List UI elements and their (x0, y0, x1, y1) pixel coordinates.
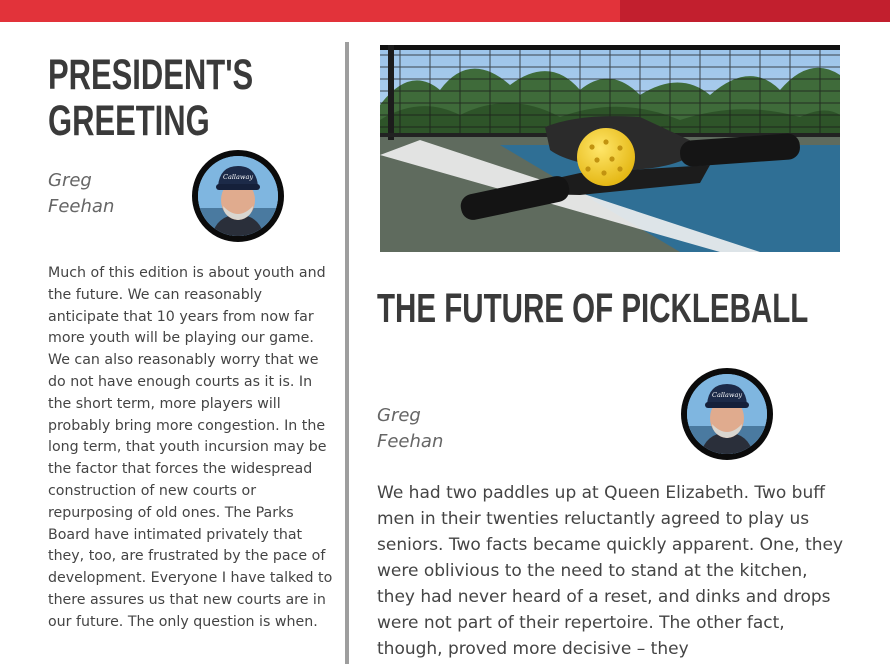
presidents-greeting-title (48, 52, 253, 144)
left-author-name (48, 168, 114, 220)
pickleball-photo (380, 45, 840, 252)
paddles-and-ball-image (380, 45, 840, 252)
svg-text:Callaway: Callaway (712, 391, 742, 399)
author-portrait-icon (687, 374, 767, 454)
right-author-name (377, 403, 443, 455)
author-portrait-icon (198, 156, 278, 236)
svg-text:Callaway: Callaway (223, 173, 253, 181)
author-avatar (681, 368, 773, 460)
title-line-2: GREETING (48, 97, 210, 145)
author-first-name: Greg (377, 405, 421, 426)
top-accent-bar-dark (620, 0, 890, 22)
author-last-name: Feehan (377, 431, 444, 452)
column-divider (345, 42, 349, 664)
presidents-greeting-body: Much of this edition is about youth and the future. We can reasonably anticipate that 10 years from now far more youth will be playing our game. We can also reasonably worry that we do not have enough courts as it is. In the short term, more players will probably bring more congestion. In the long term, that youth incursion may be the factor that forces the widespread construction of new courts or repurposing of old ones. The Parks Board have intimated privately that they, too, are frustrated by the pace of development. Everyone I have talked to there assures us that new courts are in our future. The only question is when. (48, 265, 333, 630)
future-of-pickleball-body: We had two paddles up at Queen Elizabeth. Two buff men in their twenties reluctantly agreed to play us seniors. Two facts became quickly apparent. One, they were oblivious to the need to stand at the kitchen, they had never heard of a reset, and dinks and drops were not part of their repertoire. The other fact, though, proved more decisive – they (377, 483, 844, 659)
author-last-name: Feehan (48, 196, 115, 217)
author-avatar (192, 150, 284, 242)
author-first-name: Greg (48, 170, 92, 191)
future-of-pickleball-title: THE FUTURE OF PICKLEBALL (377, 285, 809, 331)
title-line-1: PRESIDENT'S (48, 51, 254, 99)
